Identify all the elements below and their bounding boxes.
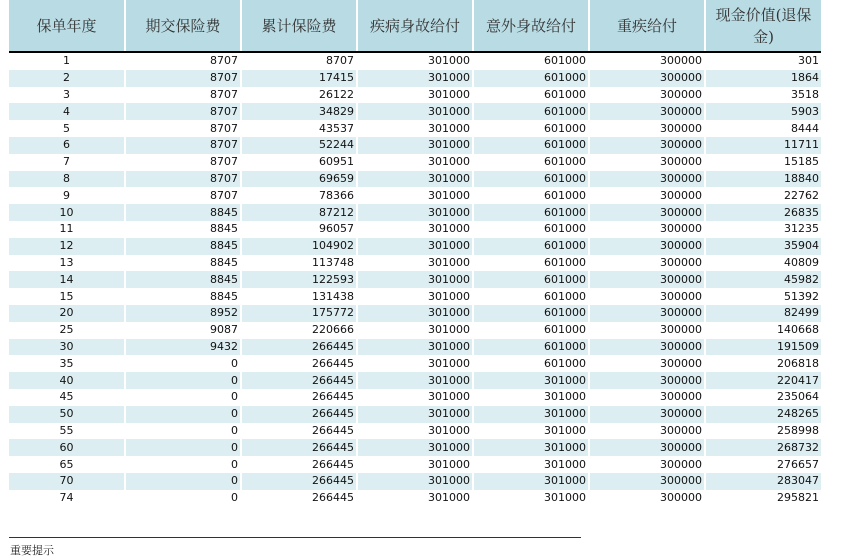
cell-periodic-premium: 8845 (125, 221, 241, 238)
cell-policy-year: 65 (9, 456, 125, 473)
cell-accident-death-benefit: 601000 (473, 271, 589, 288)
header-row (9, 0, 821, 52)
cell-policy-year: 40 (9, 372, 125, 389)
cell-accident-death-benefit: 601000 (473, 87, 589, 104)
cell-cumulative-premium: 175772 (241, 305, 357, 322)
cell-periodic-premium: 8845 (125, 271, 241, 288)
table-row (9, 389, 821, 406)
header-critical-illness-benefit: 重疾给付 (589, 0, 705, 52)
cell-accident-death-benefit: 601000 (473, 171, 589, 188)
cell-periodic-premium: 8707 (125, 187, 241, 204)
cell-illness-death-benefit: 301000 (357, 355, 473, 372)
cell-cumulative-premium: 266445 (241, 372, 357, 389)
table-row (9, 87, 821, 104)
header-accident-death-benefit: 意外身故给付 (473, 0, 589, 52)
cell-illness-death-benefit: 301000 (357, 456, 473, 473)
cell-illness-death-benefit: 301000 (357, 103, 473, 120)
cell-critical-illness-benefit: 300000 (589, 423, 705, 440)
cell-cumulative-premium: 17415 (241, 70, 357, 87)
cell-policy-year: 1 (9, 52, 125, 70)
cell-accident-death-benefit: 301000 (473, 406, 589, 423)
table-row (9, 137, 821, 154)
cell-cumulative-premium: 43537 (241, 120, 357, 137)
table-row (9, 171, 821, 188)
cell-periodic-premium: 0 (125, 406, 241, 423)
cell-accident-death-benefit: 601000 (473, 238, 589, 255)
cell-cash-value: 15185 (705, 154, 821, 171)
cell-cash-value: 82499 (705, 305, 821, 322)
cell-cumulative-premium: 113748 (241, 255, 357, 272)
cell-illness-death-benefit: 301000 (357, 120, 473, 137)
cell-periodic-premium: 0 (125, 456, 241, 473)
cell-critical-illness-benefit: 300000 (589, 87, 705, 104)
table-row (9, 372, 821, 389)
cell-accident-death-benefit: 601000 (473, 120, 589, 137)
table-row (9, 154, 821, 171)
cell-illness-death-benefit: 301000 (357, 406, 473, 423)
cell-critical-illness-benefit: 300000 (589, 255, 705, 272)
cell-cash-value: 206818 (705, 355, 821, 372)
cell-cash-value: 301 (705, 52, 821, 70)
cell-cumulative-premium: 131438 (241, 288, 357, 305)
cell-illness-death-benefit: 301000 (357, 171, 473, 188)
cell-policy-year: 12 (9, 238, 125, 255)
cell-critical-illness-benefit: 300000 (589, 490, 705, 507)
cell-periodic-premium: 0 (125, 423, 241, 440)
cell-policy-year: 11 (9, 221, 125, 238)
cell-cash-value: 35904 (705, 238, 821, 255)
cell-critical-illness-benefit: 300000 (589, 154, 705, 171)
cell-policy-year: 45 (9, 389, 125, 406)
cell-critical-illness-benefit: 300000 (589, 372, 705, 389)
table-bottom-rule (9, 537, 581, 538)
table-row (9, 305, 821, 322)
cell-periodic-premium: 0 (125, 439, 241, 456)
cell-accident-death-benefit: 601000 (473, 204, 589, 221)
cell-cash-value: 51392 (705, 288, 821, 305)
cell-cumulative-premium: 26122 (241, 87, 357, 104)
table-row (9, 423, 821, 440)
cell-periodic-premium: 8707 (125, 171, 241, 188)
cell-critical-illness-benefit: 300000 (589, 322, 705, 339)
cell-policy-year: 3 (9, 87, 125, 104)
cell-policy-year: 14 (9, 271, 125, 288)
cell-cash-value: 26835 (705, 204, 821, 221)
cell-illness-death-benefit: 301000 (357, 70, 473, 87)
cell-periodic-premium: 8707 (125, 70, 241, 87)
cell-periodic-premium: 8707 (125, 137, 241, 154)
cell-illness-death-benefit: 301000 (357, 187, 473, 204)
cell-cumulative-premium: 266445 (241, 456, 357, 473)
cell-critical-illness-benefit: 300000 (589, 204, 705, 221)
cell-cash-value: 18840 (705, 171, 821, 188)
cell-periodic-premium: 8707 (125, 103, 241, 120)
cell-illness-death-benefit: 301000 (357, 389, 473, 406)
cell-cash-value: 268732 (705, 439, 821, 456)
cell-cash-value: 220417 (705, 372, 821, 389)
cell-periodic-premium: 0 (125, 372, 241, 389)
cell-critical-illness-benefit: 300000 (589, 70, 705, 87)
table-row (9, 70, 821, 87)
cell-illness-death-benefit: 301000 (357, 137, 473, 154)
cell-critical-illness-benefit: 300000 (589, 339, 705, 356)
table-row (9, 52, 821, 70)
cell-cash-value: 140668 (705, 322, 821, 339)
cell-cumulative-premium: 266445 (241, 339, 357, 356)
cell-cash-value: 283047 (705, 473, 821, 490)
table-row (9, 473, 821, 490)
cell-cash-value: 11711 (705, 137, 821, 154)
cell-cumulative-premium: 266445 (241, 439, 357, 456)
cell-illness-death-benefit: 301000 (357, 339, 473, 356)
cell-accident-death-benefit: 301000 (473, 389, 589, 406)
table-row (9, 355, 821, 372)
table-row (9, 490, 821, 507)
cell-policy-year: 30 (9, 339, 125, 356)
table-row (9, 271, 821, 288)
cell-critical-illness-benefit: 300000 (589, 171, 705, 188)
cell-cash-value: 3518 (705, 87, 821, 104)
cell-cumulative-premium: 8707 (241, 52, 357, 70)
cell-cumulative-premium: 122593 (241, 271, 357, 288)
cell-cumulative-premium: 78366 (241, 187, 357, 204)
cell-policy-year: 7 (9, 154, 125, 171)
cell-illness-death-benefit: 301000 (357, 52, 473, 70)
cell-critical-illness-benefit: 300000 (589, 238, 705, 255)
cell-accident-death-benefit: 301000 (473, 372, 589, 389)
cell-critical-illness-benefit: 300000 (589, 271, 705, 288)
cell-illness-death-benefit: 301000 (357, 255, 473, 272)
cell-policy-year: 5 (9, 120, 125, 137)
cell-accident-death-benefit: 301000 (473, 456, 589, 473)
header-illness-death-benefit: 疾病身故给付 (357, 0, 473, 52)
header-cash-value: 现金价值(退保金) (705, 0, 821, 52)
cell-policy-year: 35 (9, 355, 125, 372)
table-row (9, 339, 821, 356)
cell-accident-death-benefit: 601000 (473, 305, 589, 322)
cell-periodic-premium: 0 (125, 355, 241, 372)
cell-cumulative-premium: 220666 (241, 322, 357, 339)
cell-accident-death-benefit: 301000 (473, 439, 589, 456)
cell-policy-year: 60 (9, 439, 125, 456)
header-periodic-premium: 期交保险费 (125, 0, 241, 52)
cell-cumulative-premium: 266445 (241, 490, 357, 507)
cell-periodic-premium: 9087 (125, 322, 241, 339)
table-row (9, 120, 821, 137)
cell-critical-illness-benefit: 300000 (589, 288, 705, 305)
cell-policy-year: 55 (9, 423, 125, 440)
cell-periodic-premium: 8845 (125, 288, 241, 305)
cell-cumulative-premium: 96057 (241, 221, 357, 238)
cell-accident-death-benefit: 301000 (473, 490, 589, 507)
cell-policy-year: 70 (9, 473, 125, 490)
cell-cash-value: 248265 (705, 406, 821, 423)
header-cumulative-premium: 累计保险费 (241, 0, 357, 52)
cell-accident-death-benefit: 601000 (473, 355, 589, 372)
table-row (9, 221, 821, 238)
cell-accident-death-benefit: 601000 (473, 187, 589, 204)
cell-illness-death-benefit: 301000 (357, 238, 473, 255)
cell-illness-death-benefit: 301000 (357, 271, 473, 288)
footer-note: 重要提示 (10, 544, 54, 557)
cell-illness-death-benefit: 301000 (357, 322, 473, 339)
cell-policy-year: 20 (9, 305, 125, 322)
table-row (9, 255, 821, 272)
cell-periodic-premium: 8707 (125, 154, 241, 171)
cell-accident-death-benefit: 601000 (473, 322, 589, 339)
header-policy-year: 保单年度 (9, 0, 125, 52)
cell-periodic-premium: 8845 (125, 204, 241, 221)
table-row (9, 406, 821, 423)
cell-policy-year: 8 (9, 171, 125, 188)
table-row (9, 204, 821, 221)
cell-cash-value: 40809 (705, 255, 821, 272)
cell-critical-illness-benefit: 300000 (589, 187, 705, 204)
cell-accident-death-benefit: 601000 (473, 103, 589, 120)
cell-cumulative-premium: 266445 (241, 389, 357, 406)
cell-periodic-premium: 8707 (125, 52, 241, 70)
table-row (9, 322, 821, 339)
cell-cumulative-premium: 69659 (241, 171, 357, 188)
cell-critical-illness-benefit: 300000 (589, 305, 705, 322)
cell-critical-illness-benefit: 300000 (589, 473, 705, 490)
cell-periodic-premium: 9432 (125, 339, 241, 356)
cell-cash-value: 1864 (705, 70, 821, 87)
cell-periodic-premium: 0 (125, 389, 241, 406)
cell-cumulative-premium: 34829 (241, 103, 357, 120)
cell-cumulative-premium: 266445 (241, 406, 357, 423)
cell-periodic-premium: 8707 (125, 120, 241, 137)
cell-policy-year: 9 (9, 187, 125, 204)
cell-cumulative-premium: 266445 (241, 423, 357, 440)
cell-policy-year: 15 (9, 288, 125, 305)
cell-periodic-premium: 8952 (125, 305, 241, 322)
cell-policy-year: 74 (9, 490, 125, 507)
cell-accident-death-benefit: 601000 (473, 154, 589, 171)
cell-cash-value: 191509 (705, 339, 821, 356)
cell-illness-death-benefit: 301000 (357, 372, 473, 389)
cell-critical-illness-benefit: 300000 (589, 52, 705, 70)
table-row (9, 288, 821, 305)
cell-cash-value: 31235 (705, 221, 821, 238)
cell-critical-illness-benefit: 300000 (589, 137, 705, 154)
cell-illness-death-benefit: 301000 (357, 305, 473, 322)
cell-accident-death-benefit: 601000 (473, 221, 589, 238)
cell-cumulative-premium: 266445 (241, 473, 357, 490)
cell-illness-death-benefit: 301000 (357, 423, 473, 440)
cell-policy-year: 25 (9, 322, 125, 339)
cell-policy-year: 50 (9, 406, 125, 423)
cell-periodic-premium: 0 (125, 473, 241, 490)
cell-accident-death-benefit: 301000 (473, 473, 589, 490)
cell-cash-value: 276657 (705, 456, 821, 473)
cell-periodic-premium: 0 (125, 490, 241, 507)
cell-periodic-premium: 8845 (125, 255, 241, 272)
cell-cash-value: 45982 (705, 271, 821, 288)
cell-accident-death-benefit: 601000 (473, 288, 589, 305)
cell-accident-death-benefit: 601000 (473, 339, 589, 356)
cell-illness-death-benefit: 301000 (357, 490, 473, 507)
cell-accident-death-benefit: 601000 (473, 137, 589, 154)
cell-critical-illness-benefit: 300000 (589, 120, 705, 137)
cell-critical-illness-benefit: 300000 (589, 103, 705, 120)
cell-illness-death-benefit: 301000 (357, 204, 473, 221)
cell-cumulative-premium: 52244 (241, 137, 357, 154)
cell-illness-death-benefit: 301000 (357, 221, 473, 238)
cell-policy-year: 13 (9, 255, 125, 272)
cell-cash-value: 5903 (705, 103, 821, 120)
cell-illness-death-benefit: 301000 (357, 439, 473, 456)
cell-periodic-premium: 8707 (125, 87, 241, 104)
cell-critical-illness-benefit: 300000 (589, 389, 705, 406)
cell-accident-death-benefit: 601000 (473, 255, 589, 272)
cell-accident-death-benefit: 301000 (473, 423, 589, 440)
cell-policy-year: 6 (9, 137, 125, 154)
cell-policy-year: 10 (9, 204, 125, 221)
cell-critical-illness-benefit: 300000 (589, 406, 705, 423)
cell-illness-death-benefit: 301000 (357, 87, 473, 104)
cell-critical-illness-benefit: 300000 (589, 439, 705, 456)
cell-illness-death-benefit: 301000 (357, 154, 473, 171)
table-row (9, 238, 821, 255)
cell-cumulative-premium: 87212 (241, 204, 357, 221)
cell-critical-illness-benefit: 300000 (589, 355, 705, 372)
cell-cash-value: 235064 (705, 389, 821, 406)
cell-cumulative-premium: 60951 (241, 154, 357, 171)
cell-critical-illness-benefit: 300000 (589, 456, 705, 473)
cell-cash-value: 258998 (705, 423, 821, 440)
table-row (9, 187, 821, 204)
table-row (9, 103, 821, 120)
cell-cash-value: 8444 (705, 120, 821, 137)
cell-cumulative-premium: 104902 (241, 238, 357, 255)
table-header (9, 0, 821, 52)
cell-accident-death-benefit: 601000 (473, 70, 589, 87)
cell-illness-death-benefit: 301000 (357, 473, 473, 490)
table-body (9, 52, 821, 507)
cell-accident-death-benefit: 601000 (473, 52, 589, 70)
cell-illness-death-benefit: 301000 (357, 288, 473, 305)
table-row (9, 456, 821, 473)
cell-critical-illness-benefit: 300000 (589, 221, 705, 238)
benefit-table (9, 0, 821, 507)
cell-periodic-premium: 8845 (125, 238, 241, 255)
cell-cumulative-premium: 266445 (241, 355, 357, 372)
table-row (9, 439, 821, 456)
cell-cash-value: 295821 (705, 490, 821, 507)
cell-policy-year: 4 (9, 103, 125, 120)
cell-policy-year: 2 (9, 70, 125, 87)
cell-cash-value: 22762 (705, 187, 821, 204)
